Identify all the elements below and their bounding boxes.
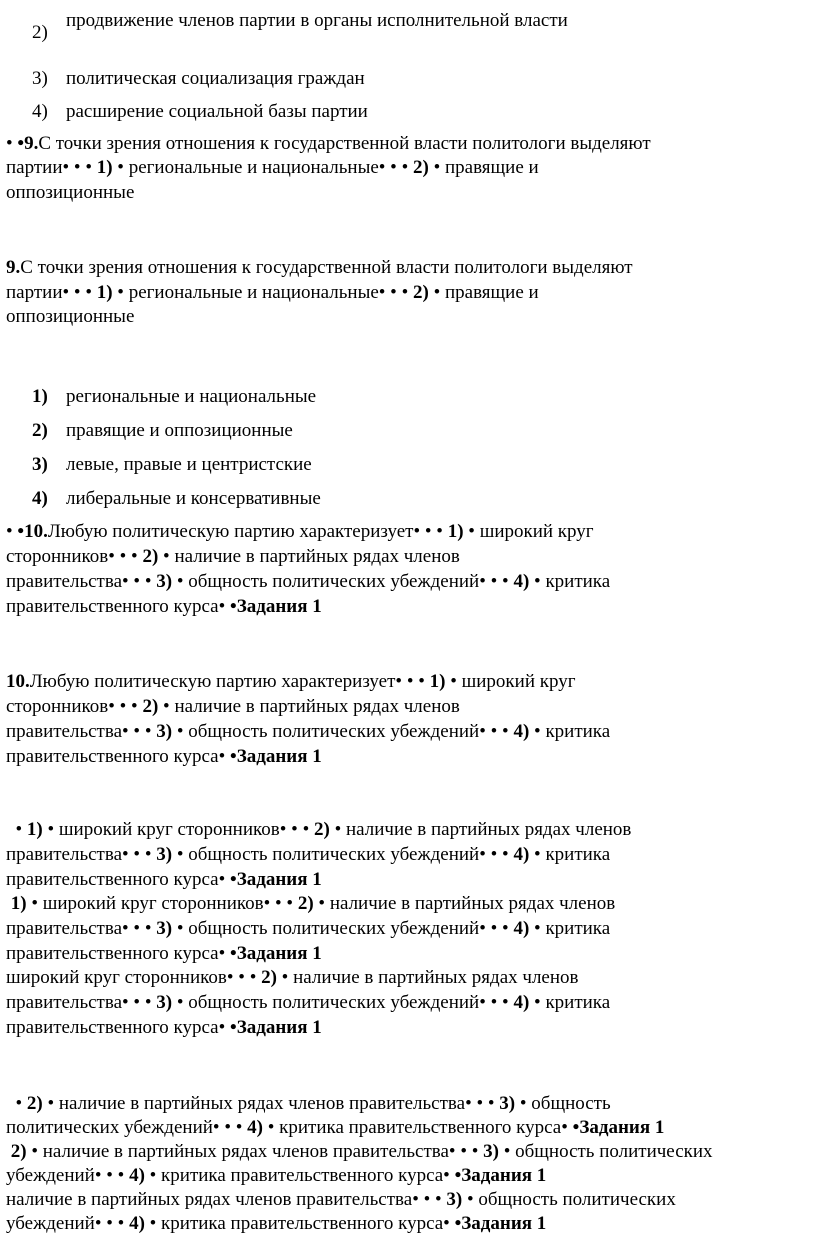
text-line: 10.Любую политическую партию характеризует• • • 1) • широкий круг [6,671,576,692]
text-line: партии• • • 1) • региональные и национальные• • • 2) • правящие и [6,157,539,178]
text-line: 1) • широкий круг сторонников• • • 2) • наличие в партийных рядах членов [10,893,616,914]
list-number: 4) [32,101,48,122]
text-line: • •10.Любую политическую партию характеризует• • • 1) • широкий круг [6,521,594,542]
text-line: оппозиционные [6,182,135,203]
text-line: 9.С точки зрения отношения к государственной власти политологи выделяют [6,257,633,278]
list-item-text: расширение социальной базы партии [66,101,368,122]
list-item-text: продвижение членов партии в органы исполнительной власти [66,10,568,31]
text-line: • 1) • широкий круг сторонников• • • 2) • наличие в партийных рядах членов [15,819,632,840]
option-number: 1) [32,386,48,407]
text-line: правительственного курса• •Задания 1 [6,869,322,890]
text-line: широкий круг сторонников• • • 2) • наличие в партийных рядах членов [6,967,579,988]
list-number: 2) [32,22,48,43]
text-line: правительства• • • 3) • общность политических убеждений• • • 4) • критика [6,918,611,939]
text-line: правительства• • • 3) • общность политических убеждений• • • 4) • критика [6,844,611,865]
option-text: либеральные и консервативные [66,488,321,509]
text-line: оппозиционные [6,306,135,327]
option-text: региональные и национальные [66,386,317,407]
option-number: 4) [32,488,48,509]
text-line: правительственного курса• •Задания 1 [6,746,322,767]
text-line: правительства• • • 3) • общность политических убеждений• • • 4) • критика [6,571,611,592]
text-line: правительственного курса• •Задания 1 [6,1017,322,1038]
text-line: правительства• • • 3) • общность политических убеждений• • • 4) • критика [6,721,611,742]
text-line: • •9.С точки зрения отношения к государственной власти политологи выделяют [6,133,651,154]
text-line: правительства• • • 3) • общность политических убеждений• • • 4) • критика [6,992,611,1013]
text-line: сторонников• • • 2) • наличие в партийных рядах членов [6,696,460,717]
option-text: левые, правые и центристские [66,454,312,475]
text-line: убеждений• • • 4) • критика правительственного курса• •Задания 1 [6,1165,547,1186]
list-number: 3) [32,68,48,89]
text-line: 2) • наличие в партийных рядах членов правительства• • • 3) • общность политических [10,1141,713,1162]
text-line: • 2) • наличие в партийных рядах членов правительства• • • 3) • общность [15,1093,611,1114]
text-line: правительственного курса• •Задания 1 [6,596,322,617]
text-line: убеждений• • • 4) • критика правительственного курса• •Задания 1 [6,1213,547,1234]
text-line: сторонников• • • 2) • наличие в партийных рядах членов [6,546,460,567]
text-line: партии• • • 1) • региональные и национальные• • • 2) • правящие и [6,282,539,303]
list-item-text: политическая социализация граждан [66,68,365,89]
option-text: правящие и оппозиционные [66,420,293,441]
option-number: 2) [32,420,48,441]
text-line: наличие в партийных рядах членов правительства• • • 3) • общность политических [6,1189,676,1210]
text-line: правительственного курса• •Задания 1 [6,943,322,964]
text-line: политических убеждений• • • 4) • критика правительственного курса• •Задания 1 [6,1117,665,1138]
option-number: 3) [32,454,48,475]
